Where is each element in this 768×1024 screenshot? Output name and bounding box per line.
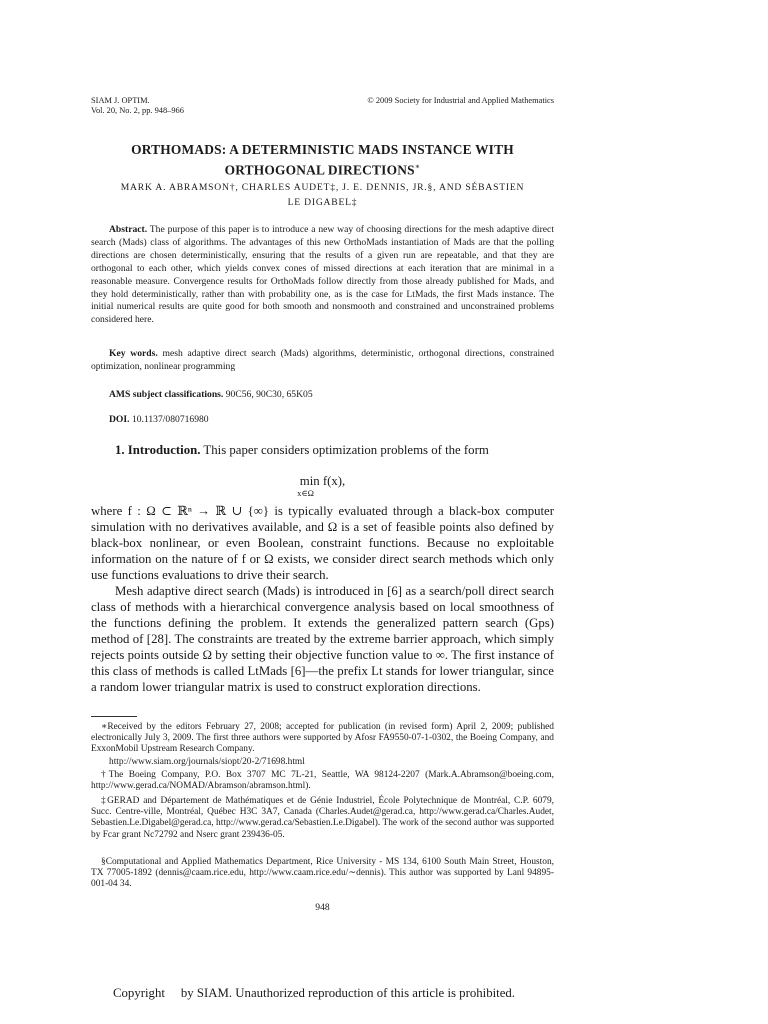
author-list xyxy=(91,180,554,210)
copyright-footer-left: Copyright xyxy=(113,986,165,1000)
formula-subscript: x∈Ω xyxy=(297,488,314,498)
formula-main: min f(x), xyxy=(299,474,346,488)
keywords xyxy=(91,348,554,374)
journal-name: SIAM J. OPTIM. xyxy=(91,96,150,105)
body-paragraph-1: where f : Ω ⊂ ℝⁿ → ℝ ∪ {∞} is typically evaluated through a black-box computer simulation with no derivatives available, and Ω is a set of feasible points also defined by black-box nonlinear, or even Boolean, constraint functions. Because no exploitable information on the nature of f or Ω exists, we consider direct search methods which only use functions evaluations to drive their search. xyxy=(91,504,554,582)
copyright-footer xyxy=(113,986,515,1001)
footnote-received: ∗Received by the editors February 27, 2008; accepted for publication (in revised form) April 2, 2009; published electronically July 3, 2009. The first three authors were supported by Afosr FA9550-07-1-0302, the Boeing Company, and ExxonMobil Upstream Research Company. xyxy=(91,722,554,755)
display-formula xyxy=(91,474,554,498)
intro-text: This paper considers optimization problems of the form xyxy=(203,443,489,457)
ams-label: AMS subject classifications. xyxy=(109,389,224,400)
footnote-rule xyxy=(91,716,137,717)
footnote-journal-url: http://www.siam.org/journals/siopt/20-2/71698.html xyxy=(109,757,305,767)
keywords-text: mesh adaptive direct search (Mads) algorithms, deterministic, orthogonal directions, constrained optimization, nonlinear programming xyxy=(91,348,554,372)
title-line-2: ORTHOGONAL DIRECTIONS xyxy=(224,162,415,178)
section-heading: 1. Introduction. xyxy=(115,443,201,457)
copyright-footer-right: by SIAM. Unauthorized reproduction of this article is prohibited. xyxy=(180,986,515,1000)
abstract-label: Abstract. xyxy=(109,224,148,235)
footnote-boeing: †The Boeing Company, P.O. Box 3707 MC 7L-21, Seattle, WA 98124-2207 (Mark.A.Abramson@boeing.com, http://www.gerad.ca/NOMAD/Abramson/abramson.html). xyxy=(91,770,554,792)
doi-text: 10.1137/080716980 xyxy=(131,414,209,425)
title-line-1: ORTHOMADS: A DETERMINISTIC MADS INSTANCE WITH xyxy=(131,142,514,157)
journal-volume: Vol. 20, No. 2, pp. 948–966 xyxy=(91,106,184,115)
page-number: 948 xyxy=(315,902,330,913)
paper-title xyxy=(91,141,554,178)
footnote-rice: §Computational and Applied Mathematics Department, Rice University - MS 134, 6100 South Main Street, Houston, TX 77005-1892 (dennis@caam.rice.edu, http://www.caam.rice.edu/∼dennis). This author was supported by Lanl 94895-001-04 34. xyxy=(91,857,554,890)
authors-line-1: MARK A. ABRAMSON†, CHARLES AUDET‡, J. E. DENNIS, JR.§, AND SÉBASTIEN xyxy=(120,182,525,193)
doi-label: DOI. xyxy=(109,414,130,425)
title-footnote-mark: ∗ xyxy=(414,162,421,171)
ams-text: 90C56, 90C30, 65K05 xyxy=(225,389,313,400)
body-paragraph-2: Mesh adaptive direct search (Mads) is introduced in [6] as a search/poll direct search class of methods with a hierarchical convergence analysis based on local smoothness of the functions defining the problem. It extends the generalized pattern search (Gps) method of [28]. The constraints are treated by the extreme barrier approach, which simply rejects points outside Ω by setting their objective function value to ∞. The first instance of this class of methods is called LtMads [6]—the prefix Lt stands for lower triangular, since a random lower triangular matrix is used to construct exploration directions. xyxy=(91,584,554,694)
doi xyxy=(109,414,209,426)
abstract xyxy=(91,224,554,327)
footnote-gerad: ‡GERAD and Département de Mathématiques et de Génie Industriel, École Polytechnique de Montréal, C.P. 6079, Succ. Centre-ville, Montréal, Québec H3C 3A7, Canada (Charles.Audet@gerad.ca, http://www.gerad.ca/Charles.Audet, Sebastien.Le.Digabel@gerad.ca, http://www.gerad.ca/Sebastien.Le.Digabel). The work of the second author was supported by Fcar grant Nc72792 and Nserc grant 239436-05. xyxy=(91,796,554,840)
introduction xyxy=(91,442,554,458)
journal-header xyxy=(91,96,184,116)
copyright-header: © 2009 Society for Industrial and Applied Mathematics xyxy=(367,96,554,105)
abstract-text: The purpose of this paper is to introduce a new way of choosing directions for the mesh adaptive direct search (Mads) class of algorithms. The advantages of this new OrthoMads instantiation of Mads are that the polling directions are chosen deterministically, ensuring that the results of a given run are repeatable, and that they are orthogonal to each other, which yields convex cones of missed directions at each iteration that are minimal in a reasonable measure. Convergence results for OrthoMads follow directly from those already published for Mads, and they hold deterministically, rather than with probability one, as is the case for LtMads, the first Mads instance. The initial numerical results are quite good for both smooth and nonsmooth and constrained and unconstrained problems considered here. xyxy=(91,224,554,326)
ams-classifications xyxy=(109,389,313,401)
authors-line-2: LE DIGABEL‡ xyxy=(287,197,358,208)
keywords-label: Key words. xyxy=(109,348,158,359)
